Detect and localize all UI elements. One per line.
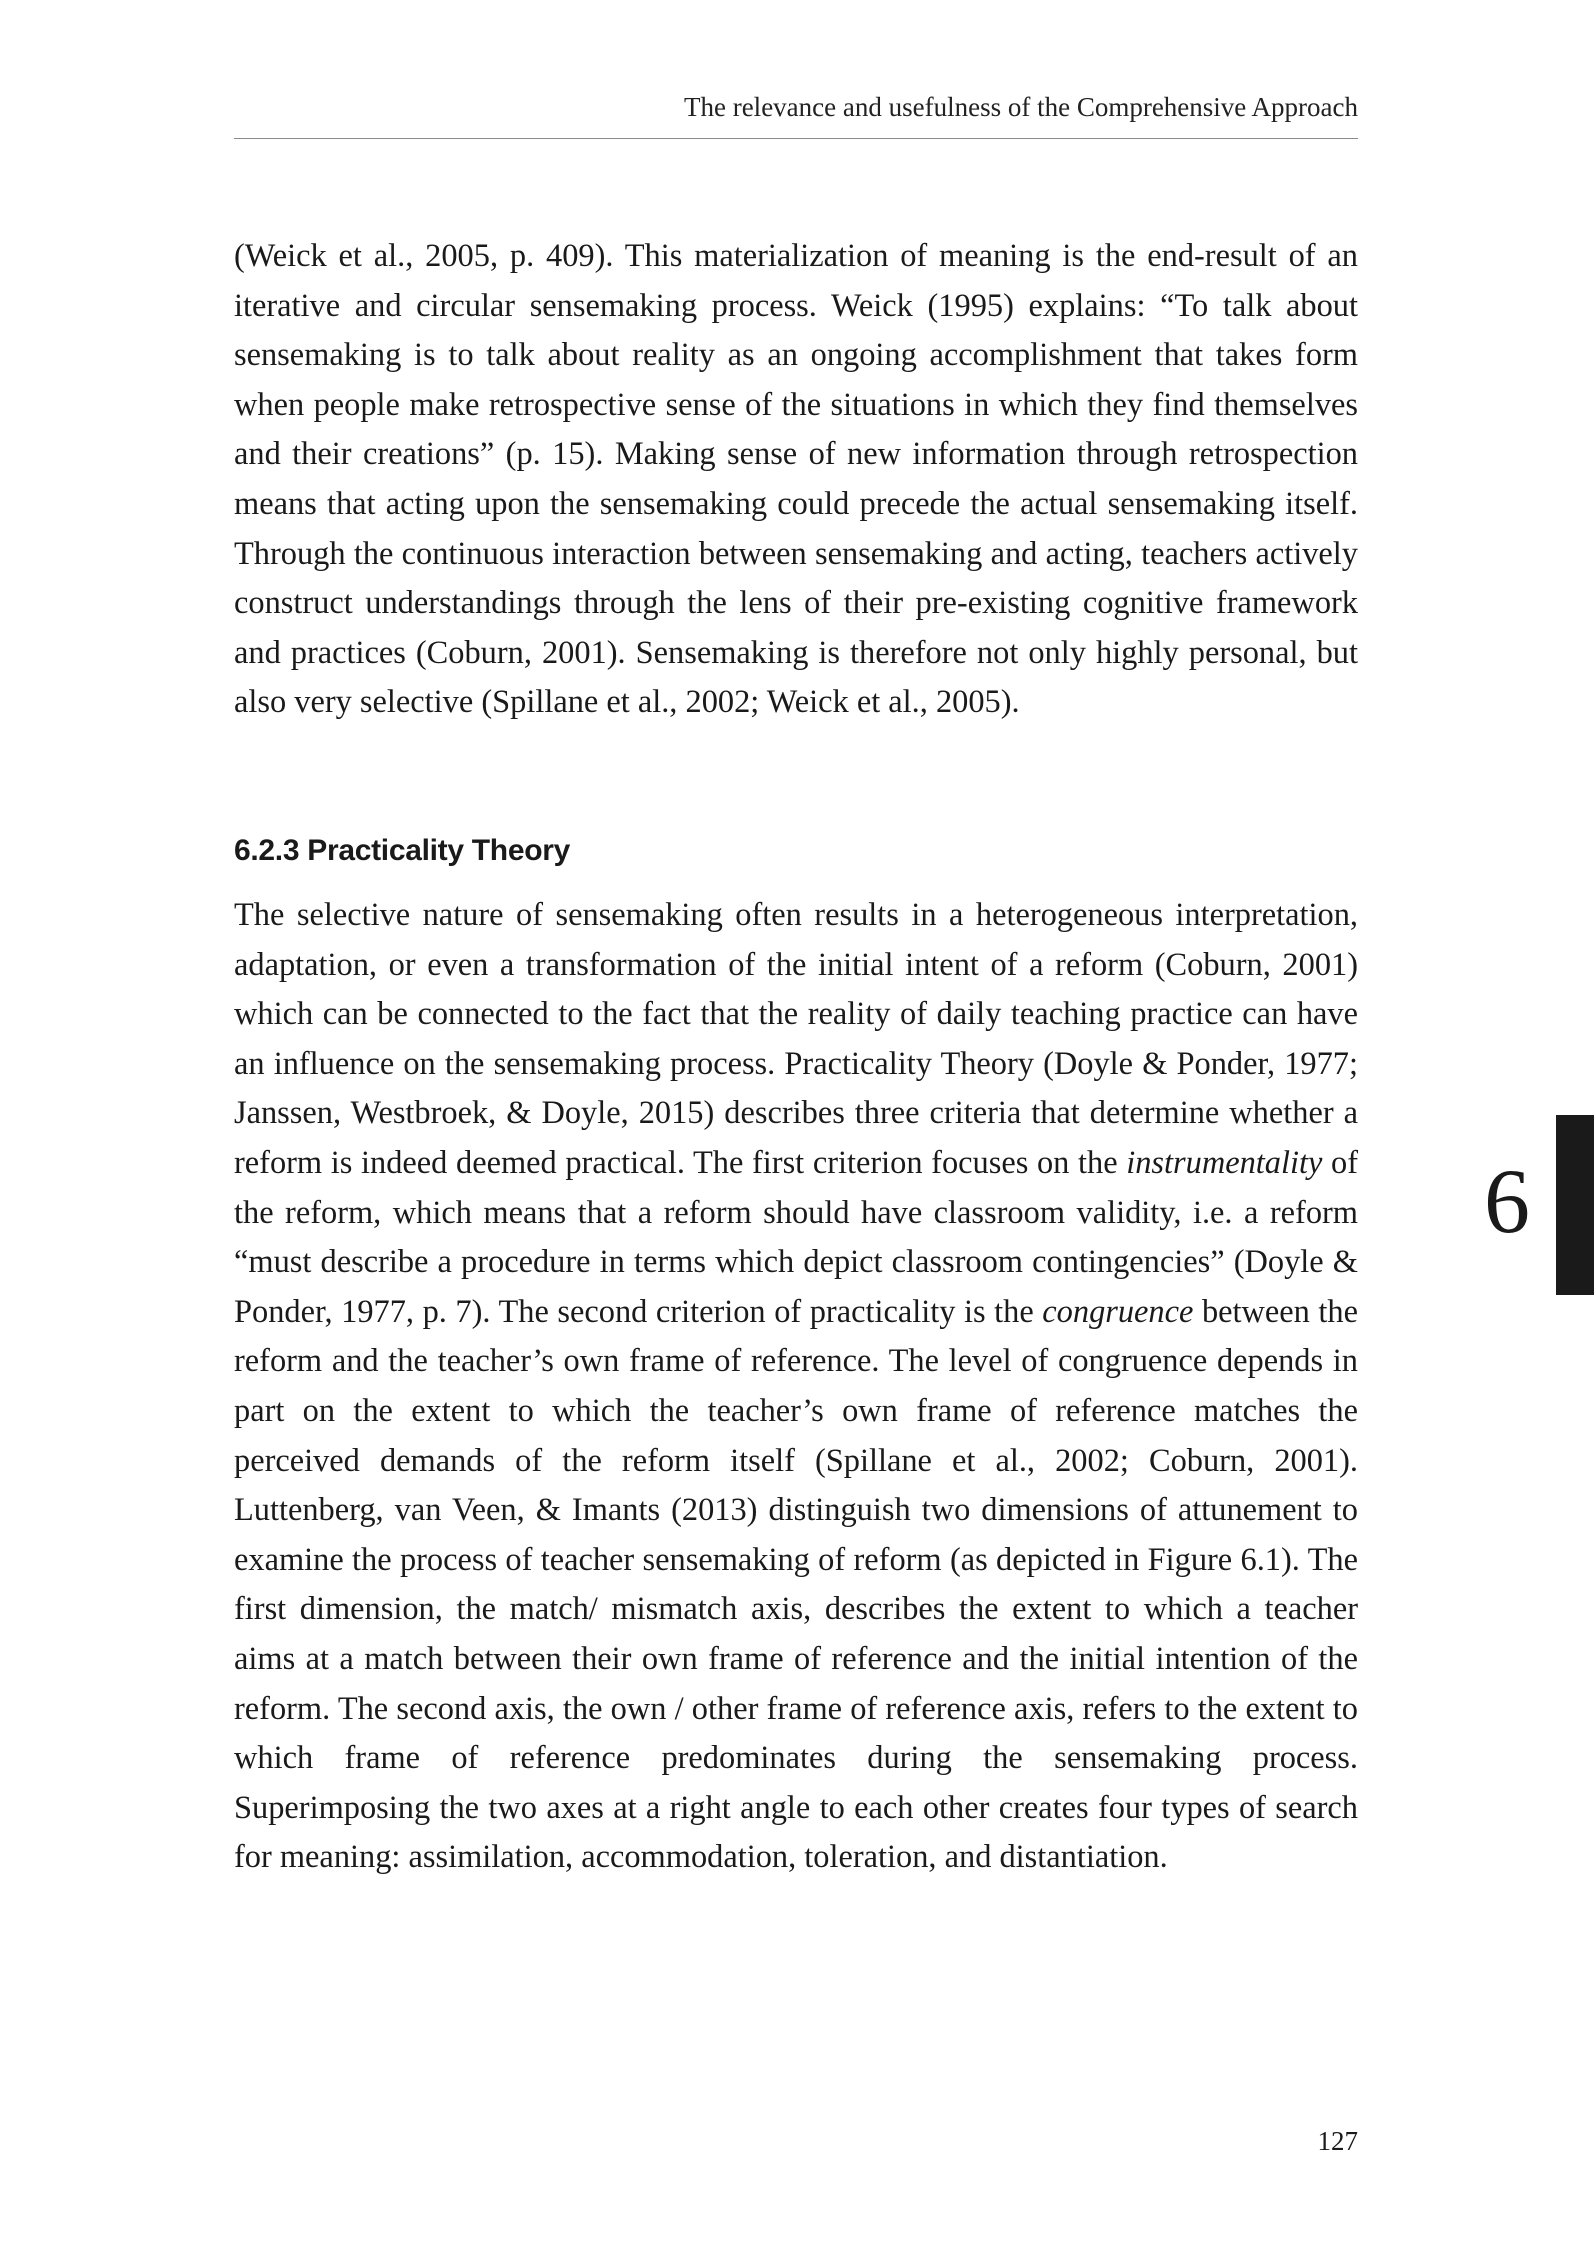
chapter-number: 6 (1484, 1150, 1530, 1252)
paragraph-text: of the reform, which means that a reform should have classroom validity, i.e. a reform “must describe a procedure in terms which depict classroom contingencies” (Doyle & Ponder, 1977, p. 7). The second criterion of practicality is the (234, 1144, 1358, 1330)
running-header (234, 88, 1358, 139)
section-heading: 6.2.3 Practicality Theory (234, 834, 571, 867)
chapter-thumb-tab (1556, 1115, 1594, 1295)
paragraph-text: The selective nature of sensemaking often results in a heterogeneous interpretation, adaptation, or even a transformation of the initial intent of a reform (Coburn, 2001) which can be connected to the fact that the reality of daily teaching practice can have an influence on the sensemaking process. Practicality Theory (Doyle & Ponder, 1977; Janssen, Westbroek, & Doyle, 2015) describes three criteria that determine whether a reform is indeed deemed practical. The first criterion focuses on the (234, 897, 1358, 1181)
emphasis-term: congruence (1042, 1293, 1194, 1330)
page-number: 127 (1317, 2126, 1358, 2156)
paragraph-text: between the reform and the teacher’s own frame of reference. The level of congruence depends in part on the extent to which the teacher’s own frame of reference matches the perceived demands of the reform itself (Spillane et al., 2002; Coburn, 2001). Luttenberg, van Veen, & Imants (2013) distinguish two dimensions of attunement to examine the process of teacher sensemaking of reform (as depicted in Figure 6.1). The first dimension, the match/ mismatch axis, describes the extent to which a teacher aims at a match between their own frame of reference and the initial intention of the reform. The second axis, the own / other frame of reference axis, refers to the extent to which frame of reference predominates during the sensemaking process. Superimposing the two axes at a right angle to each other creates four types of search for meaning: assimilation, accommodation, toleration, and distantiation. (234, 1293, 1359, 1876)
body-paragraph (234, 891, 1358, 1883)
body-paragraph: (Weick et al., 2005, p. 409). This materialization of meaning is the end-result of an iterative and circular sensemaking process. Weick (1995) explains: “To talk about sensemaking is to talk about reality as an ongoing accomplishment that takes form when people make retrospective sense of the situations in which they find themselves and their creations” (p. 15). Making sense of new information through retrospection means that acting upon the sensemaking could precede the actual sensemaking itself. Through the continuous interaction between sensemaking and acting, teachers actively construct understandings through the lens of their pre-existing cognitive framework and practices (Coburn, 2001). Sensemaking is therefore not only highly personal, but also very selective (Spillane et al., 2002; Weick et al., 2005). (234, 238, 1358, 721)
running-title: The relevance and usefulness of the Comprehensive Approach (683, 92, 1358, 122)
emphasis-term: instrumentality (1126, 1144, 1323, 1181)
